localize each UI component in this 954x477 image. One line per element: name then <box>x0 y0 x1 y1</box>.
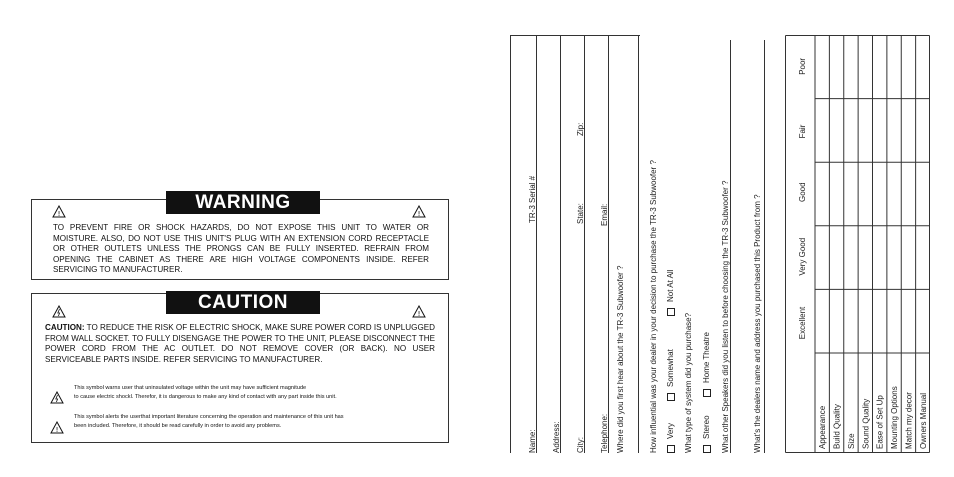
rating-row-size: Size <box>846 433 856 449</box>
telephone-label: Telephone: <box>600 413 609 453</box>
rating-col-good: Good <box>798 182 807 202</box>
field-line <box>730 40 731 453</box>
symbol-shock-note <box>74 384 444 402</box>
rating-col-poor: Poor <box>798 57 807 75</box>
city-label: City: <box>576 437 585 453</box>
option-not-at-all[interactable]: Not At All <box>666 270 675 316</box>
svg-text:!: ! <box>55 426 59 434</box>
rating-grid <box>785 35 930 453</box>
field-line <box>536 35 537 453</box>
warning-title: WARNING <box>166 191 320 214</box>
checkbox[interactable] <box>703 389 711 397</box>
address-label: Address: <box>552 421 561 453</box>
rating-row-match-my-decor: Match my decor <box>904 392 914 449</box>
rating-row-appearance: Appearance <box>818 405 828 449</box>
field-line <box>608 35 609 453</box>
symbol-shock-line2: to cause electric shockl. Therefor, it is dangerous to make any kind of contact with any part inside this unit. <box>74 394 337 400</box>
rating-row-owners-manual: Owners Manual <box>918 392 928 449</box>
field-line <box>584 35 585 453</box>
caution-box <box>31 293 449 443</box>
option-home-theatre[interactable]: Home Theatre <box>702 332 711 397</box>
checkbox[interactable] <box>703 445 711 453</box>
registration-card <box>510 35 930 453</box>
state-label: State: <box>576 203 585 224</box>
rating-row-sound-quality: Sound Quality <box>861 398 871 449</box>
email-label: Email: <box>600 203 609 226</box>
warning-box <box>31 192 449 280</box>
option-very[interactable]: Very <box>666 423 675 453</box>
rating-row-ease-of-set-up: Ease of Set Up <box>875 395 885 449</box>
symbol-literature-line1: This symbol alerts the userthat important literature concerning the operation and maintenance of this unit has <box>74 414 344 420</box>
field-line <box>560 35 561 453</box>
svg-text:!: ! <box>417 210 421 218</box>
zip-label: Zip: <box>576 122 585 136</box>
rating-col-very-good: Very Good <box>798 237 807 276</box>
question-dealer: What's the dealers name and address you purchased this Product from ? <box>753 194 762 453</box>
symbol-literature-line2: been included. Therefore, it should be read carefully in order to avoid any problems. <box>74 423 282 429</box>
symbol-shock-line1: This symbol warns user that uninsulated voltage within the unit may have sufficient magnitude <box>74 385 307 391</box>
caution-title: CAUTION <box>166 291 320 314</box>
field-line <box>764 40 765 453</box>
question-system: What type of system did you purchase? <box>684 312 693 453</box>
svg-text:!: ! <box>57 210 61 218</box>
question-heard: Where did you first hear about the TR-3 Subwoofer ? <box>616 265 625 453</box>
warning-text: TO PREVENT FIRE OR SHOCK HAZARDS, DO NOT EXPOSE THIS UNIT TO WATER OR MOISTURE. ALSO, DO NOT USE THIS UNIT'S PLUG WITH AN EXTENSION CORD RECEPTACLE OR OTHER OUTLETS UNLESS THE PRONGS CAN BE FULLY INSERTED. REFRAIN FROM OPENING THE CABINET AS THERE ARE HIGH VOLTAGE COMPONENTS INSIDE. REFER SERVICING TO MANUFACTURER. <box>53 223 429 274</box>
question-influence: How influential was your dealer in your decision to purchase the TR-3 Subwoofer ? <box>649 160 658 453</box>
svg-text:!: ! <box>417 310 421 318</box>
checkbox[interactable] <box>667 445 675 453</box>
card-left-border <box>510 35 511 453</box>
serial-label: TR-3 Serial # <box>528 175 537 223</box>
question-other-speakers: What other Speakers did you listen to before choosing the TR-3 Subwoofer ? <box>721 180 730 453</box>
checkbox[interactable] <box>667 393 675 401</box>
symbol-literature-note <box>74 413 444 431</box>
rating-col-excellent: Excellent <box>798 306 807 340</box>
caution-lead: CAUTION: <box>45 323 85 332</box>
rating-row-mounting-options: Mounting Options <box>890 386 900 449</box>
rating-col-fair: Fair <box>798 124 807 139</box>
name-label: Name: <box>528 429 537 453</box>
caution-body: TO REDUCE THE RISK OF ELECTRIC SHOCK, MAKE SURE POWER CORD IS UNPLUGGED FROM WALL SOCKET. TO FULLY DISENGAGE THE POWER TO THE UNIT, PLEASE DISCONNECT THE POWER CORD FROM THE AC OUTLET. DO NOT REMOVE COVER (OR BACK). NO USER SERVICEABLE PARTS INSIDE. REFER SERVICING TO MANUFACTURER. <box>45 323 435 364</box>
checkbox[interactable] <box>667 308 675 316</box>
rating-row-build-quality: Build Quality <box>832 404 842 449</box>
option-stereo[interactable]: Stereo <box>702 415 711 453</box>
field-line <box>638 35 639 453</box>
card-top-border <box>510 35 640 36</box>
caution-text <box>45 323 435 365</box>
option-somewhat[interactable]: Somewhat <box>666 349 675 401</box>
